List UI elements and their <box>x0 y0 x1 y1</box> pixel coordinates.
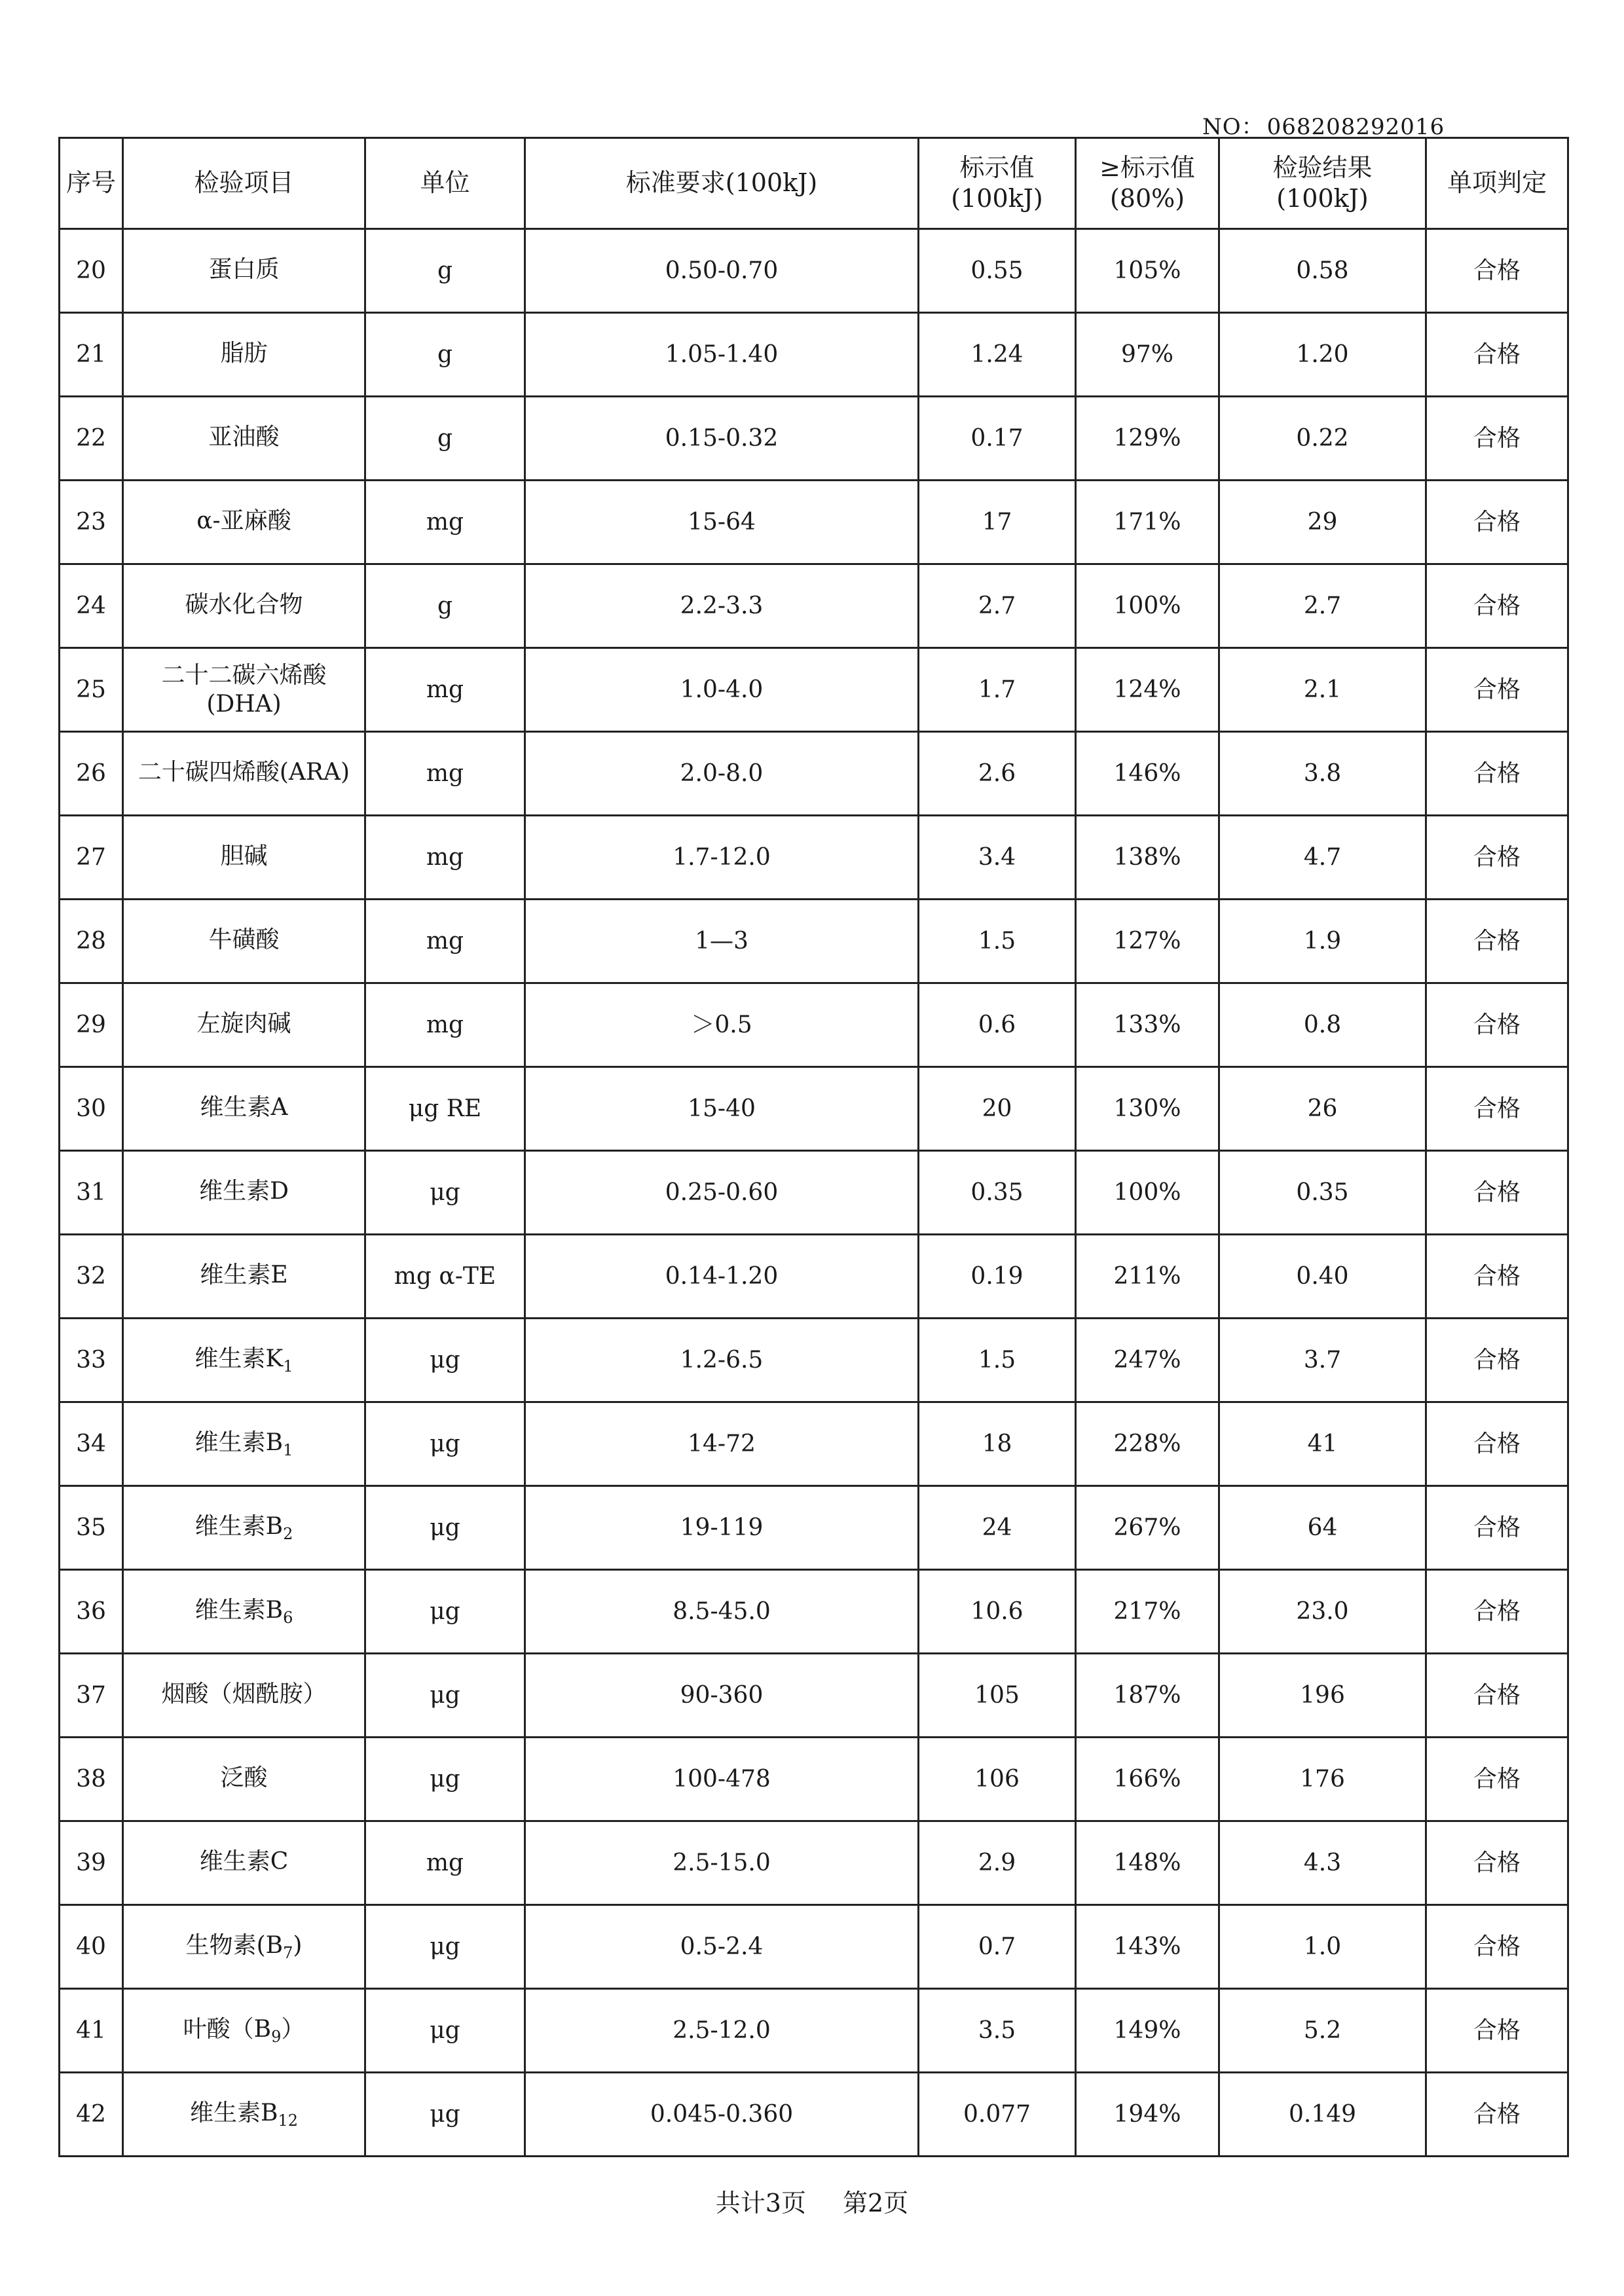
item-name: 牛磺酸 <box>208 926 280 953</box>
unit-cell: μg <box>365 1402 525 1486</box>
standard-cell: 15-40 <box>525 1067 919 1151</box>
verdict-cell: 合格 <box>1426 1821 1568 1905</box>
item-cell <box>123 1570 365 1654</box>
ratio-cell: 97% <box>1076 313 1219 397</box>
label-value-cell: 0.7 <box>919 1905 1076 1989</box>
ratio-cell: 194% <box>1076 2073 1219 2157</box>
label-value-cell: 1.24 <box>919 313 1076 397</box>
seq-cell: 29 <box>60 983 123 1067</box>
item-name: 碳水化合物 <box>185 591 303 618</box>
verdict-cell: 合格 <box>1426 1151 1568 1235</box>
header-ratio-line2: (80%) <box>1109 184 1185 213</box>
seq-cell: 32 <box>60 1235 123 1319</box>
item-name: 维生素E <box>200 1261 288 1288</box>
item-name: 胆碱 <box>220 842 268 869</box>
seq-cell: 27 <box>60 816 123 900</box>
table-header-row <box>60 138 1568 229</box>
seq-cell: 25 <box>60 648 123 732</box>
table-row <box>60 1570 1568 1654</box>
unit-cell: mg <box>365 816 525 900</box>
header-item: 检验项目 <box>123 138 365 229</box>
result-cell: 196 <box>1219 1654 1426 1738</box>
unit-cell: μg <box>365 1654 525 1738</box>
verdict-cell: 合格 <box>1426 983 1568 1067</box>
verdict-cell: 合格 <box>1426 229 1568 313</box>
verdict-cell: 合格 <box>1426 397 1568 481</box>
item-cell <box>123 1235 365 1319</box>
standard-cell: 0.14-1.20 <box>525 1235 919 1319</box>
verdict-cell: 合格 <box>1426 1989 1568 2073</box>
standard-cell: 90-360 <box>525 1654 919 1738</box>
label-value-cell: 1.5 <box>919 1319 1076 1402</box>
label-value-cell: 20 <box>919 1067 1076 1151</box>
unit-cell: μg <box>365 1905 525 1989</box>
item-name: 维生素D <box>199 1177 289 1205</box>
seq-cell: 40 <box>60 1905 123 1989</box>
standard-cell: 0.5-2.4 <box>525 1905 919 1989</box>
item-cell <box>123 648 365 732</box>
unit-cell: g <box>365 564 525 648</box>
verdict-cell: 合格 <box>1426 1067 1568 1151</box>
header-label-value-line1: 标示值 <box>959 153 1035 182</box>
unit-cell: μg RE <box>365 1067 525 1151</box>
item-name: 维生素K <box>194 1345 284 1372</box>
standard-cell: 100-478 <box>525 1738 919 1821</box>
standard-cell: 14-72 <box>525 1402 919 1486</box>
ratio-cell: 267% <box>1076 1486 1219 1570</box>
item-cell <box>123 1151 365 1235</box>
item-name: 维生素B <box>189 2099 278 2126</box>
verdict-cell: 合格 <box>1426 1402 1568 1486</box>
item-subscript: 1 <box>283 1440 293 1459</box>
header-label-value-line2: (100kJ) <box>951 184 1043 213</box>
item-cell <box>123 2073 365 2157</box>
table-row <box>60 983 1568 1067</box>
label-value-cell: 1.5 <box>919 900 1076 983</box>
item-name: 维生素C <box>199 1848 289 1875</box>
standard-cell: 0.045-0.360 <box>525 2073 919 2157</box>
item-cell <box>123 564 365 648</box>
unit-cell: g <box>365 229 525 313</box>
ratio-cell: 100% <box>1076 564 1219 648</box>
header-result <box>1219 138 1426 229</box>
ratio-cell: 148% <box>1076 1821 1219 1905</box>
item-suffix: ) <box>293 1931 303 1959</box>
seq-cell: 20 <box>60 229 123 313</box>
verdict-cell: 合格 <box>1426 1738 1568 1821</box>
unit-cell: μg <box>365 1738 525 1821</box>
seq-cell: 33 <box>60 1319 123 1402</box>
standard-cell: 0.15-0.32 <box>525 397 919 481</box>
ratio-cell: 149% <box>1076 1989 1219 2073</box>
item-name: 蛋白质 <box>208 255 280 283</box>
item-name: 生物素(B <box>185 1931 284 1959</box>
header-result-line1: 检验结果 <box>1272 153 1373 182</box>
table-row <box>60 1235 1568 1319</box>
verdict-cell: 合格 <box>1426 564 1568 648</box>
table-row <box>60 397 1568 481</box>
unit-cell: mg <box>365 481 525 564</box>
result-cell: 0.35 <box>1219 1151 1426 1235</box>
table-row <box>60 1738 1568 1821</box>
result-cell: 3.8 <box>1219 732 1426 816</box>
standard-cell: 1.7-12.0 <box>525 816 919 900</box>
table-row <box>60 1654 1568 1738</box>
item-cell <box>123 816 365 900</box>
table-row <box>60 313 1568 397</box>
header-standard: 标准要求(100kJ) <box>525 138 919 229</box>
unit-cell: μg <box>365 1319 525 1402</box>
table-row <box>60 1989 1568 2073</box>
seq-cell: 31 <box>60 1151 123 1235</box>
unit-cell: μg <box>365 1151 525 1235</box>
label-value-cell: 3.5 <box>919 1989 1076 2073</box>
result-cell: 0.149 <box>1219 2073 1426 2157</box>
current-page: 第2页 <box>843 2189 909 2217</box>
ratio-cell: 138% <box>1076 816 1219 900</box>
item-cell <box>123 900 365 983</box>
result-cell: 64 <box>1219 1486 1426 1570</box>
ratio-cell: 217% <box>1076 1570 1219 1654</box>
label-value-cell: 0.077 <box>919 2073 1076 2157</box>
item-name: 烟酸（烟酰胺） <box>161 1680 327 1707</box>
item-cell <box>123 1067 365 1151</box>
label-value-cell: 18 <box>919 1402 1076 1486</box>
seq-cell: 38 <box>60 1738 123 1821</box>
standard-cell: 1.05-1.40 <box>525 313 919 397</box>
result-cell: 26 <box>1219 1067 1426 1151</box>
label-value-cell: 2.6 <box>919 732 1076 816</box>
item-cell <box>123 732 365 816</box>
result-cell: 0.22 <box>1219 397 1426 481</box>
result-cell: 41 <box>1219 1402 1426 1486</box>
header-label-value <box>919 138 1076 229</box>
verdict-cell: 合格 <box>1426 1486 1568 1570</box>
ratio-cell: 146% <box>1076 732 1219 816</box>
result-cell: 0.58 <box>1219 229 1426 313</box>
unit-cell: mg <box>365 983 525 1067</box>
table-row <box>60 481 1568 564</box>
seq-cell: 34 <box>60 1402 123 1486</box>
item-subscript: 7 <box>283 1943 293 1962</box>
item-cell <box>123 1319 365 1402</box>
item-name: 叶酸（B <box>183 2015 272 2043</box>
ratio-cell: 130% <box>1076 1067 1219 1151</box>
table-body <box>60 229 1568 2157</box>
result-cell: 5.2 <box>1219 1989 1426 2073</box>
table-row <box>60 732 1568 816</box>
label-value-cell: 2.7 <box>919 564 1076 648</box>
table-row <box>60 564 1568 648</box>
item-cell <box>123 229 365 313</box>
label-value-cell: 0.17 <box>919 397 1076 481</box>
seq-cell: 21 <box>60 313 123 397</box>
unit-cell: g <box>365 313 525 397</box>
item-cell <box>123 1989 365 2073</box>
item-subscript: 12 <box>278 2111 298 2130</box>
result-cell: 176 <box>1219 1738 1426 1821</box>
verdict-cell: 合格 <box>1426 1654 1568 1738</box>
result-cell: 29 <box>1219 481 1426 564</box>
result-cell: 2.1 <box>1219 648 1426 732</box>
label-value-cell: 0.19 <box>919 1235 1076 1319</box>
item-cell <box>123 1486 365 1570</box>
item-name: 脂肪 <box>220 339 268 367</box>
table-row <box>60 1151 1568 1235</box>
total-pages: 共计3页 <box>715 2189 806 2217</box>
ratio-cell: 127% <box>1076 900 1219 983</box>
table-row <box>60 2073 1568 2157</box>
label-value-cell: 105 <box>919 1654 1076 1738</box>
label-value-cell: 0.35 <box>919 1151 1076 1235</box>
verdict-cell: 合格 <box>1426 648 1568 732</box>
seq-cell: 30 <box>60 1067 123 1151</box>
item-name: 左旋肉碱 <box>196 1010 291 1037</box>
header-result-line2: (100kJ) <box>1276 184 1369 213</box>
item-subscript: 1 <box>283 1357 293 1376</box>
standard-cell: 0.50-0.70 <box>525 229 919 313</box>
standard-cell: 2.2-3.3 <box>525 564 919 648</box>
table-row <box>60 1067 1568 1151</box>
standard-cell: 0.25-0.60 <box>525 1151 919 1235</box>
ratio-cell: 129% <box>1076 397 1219 481</box>
unit-cell: mg <box>365 648 525 732</box>
item-subscript: 2 <box>283 1524 293 1543</box>
seq-cell: 26 <box>60 732 123 816</box>
report-number-value: 068208292016 <box>1266 114 1445 140</box>
seq-cell: 24 <box>60 564 123 648</box>
item-name: α-亚麻酸 <box>196 507 291 534</box>
ratio-cell: 105% <box>1076 229 1219 313</box>
standard-cell: 1.0-4.0 <box>525 648 919 732</box>
unit-cell: mg <box>365 1821 525 1905</box>
verdict-cell: 合格 <box>1426 816 1568 900</box>
result-cell: 2.7 <box>1219 564 1426 648</box>
item-name: 二十碳四烯酸(ARA) <box>138 758 350 786</box>
standard-cell: 15-64 <box>525 481 919 564</box>
unit-cell: μg <box>365 1570 525 1654</box>
header-ratio-line1: ≥标示值 <box>1099 153 1195 182</box>
seq-cell: 22 <box>60 397 123 481</box>
item-name-line2: (DHA) <box>206 690 282 718</box>
standard-cell: 8.5-45.0 <box>525 1570 919 1654</box>
result-cell: 1.9 <box>1219 900 1426 983</box>
item-name: 亚油酸 <box>208 423 280 450</box>
table-row <box>60 1486 1568 1570</box>
item-name: 维生素B <box>194 1429 284 1456</box>
standard-cell: 2.5-12.0 <box>525 1989 919 2073</box>
label-value-cell: 106 <box>919 1738 1076 1821</box>
ratio-cell: 171% <box>1076 481 1219 564</box>
result-cell: 0.8 <box>1219 983 1426 1067</box>
item-cell <box>123 481 365 564</box>
unit-cell: μg <box>365 1486 525 1570</box>
label-value-cell: 0.6 <box>919 983 1076 1067</box>
item-cell <box>123 1738 365 1821</box>
ratio-cell: 228% <box>1076 1402 1219 1486</box>
seq-cell: 39 <box>60 1821 123 1905</box>
label-value-cell: 0.55 <box>919 229 1076 313</box>
item-suffix: ） <box>281 2015 305 2043</box>
verdict-cell: 合格 <box>1426 1570 1568 1654</box>
item-name: 维生素B <box>194 1596 284 1624</box>
ratio-cell: 211% <box>1076 1235 1219 1319</box>
report-number-label: NO： <box>1202 114 1264 140</box>
verdict-cell: 合格 <box>1426 1319 1568 1402</box>
item-subscript: 9 <box>271 2027 282 2046</box>
standard-cell: 2.5-15.0 <box>525 1821 919 1905</box>
item-cell <box>123 1821 365 1905</box>
header-unit: 单位 <box>365 138 525 229</box>
result-cell: 1.20 <box>1219 313 1426 397</box>
unit-cell: μg <box>365 1989 525 2073</box>
standard-cell: ＞0.5 <box>525 983 919 1067</box>
table-row <box>60 229 1568 313</box>
inspection-results-table <box>58 137 1569 2157</box>
label-value-cell: 1.7 <box>919 648 1076 732</box>
verdict-cell: 合格 <box>1426 900 1568 983</box>
result-cell: 4.3 <box>1219 1821 1426 1905</box>
seq-cell: 37 <box>60 1654 123 1738</box>
result-cell: 4.7 <box>1219 816 1426 900</box>
label-value-cell: 17 <box>919 481 1076 564</box>
verdict-cell: 合格 <box>1426 1905 1568 1989</box>
label-value-cell: 3.4 <box>919 816 1076 900</box>
result-cell: 1.0 <box>1219 1905 1426 1989</box>
header-ratio <box>1076 138 1219 229</box>
verdict-cell: 合格 <box>1426 1235 1568 1319</box>
item-name: 维生素B <box>194 1512 284 1540</box>
standard-cell: 19-119 <box>525 1486 919 1570</box>
label-value-cell: 10.6 <box>919 1570 1076 1654</box>
label-value-cell: 24 <box>919 1486 1076 1570</box>
standard-cell: 1.2-6.5 <box>525 1319 919 1402</box>
item-name: 维生素A <box>200 1093 288 1121</box>
table-row <box>60 1821 1568 1905</box>
result-cell: 23.0 <box>1219 1570 1426 1654</box>
item-cell <box>123 313 365 397</box>
result-cell: 0.40 <box>1219 1235 1426 1319</box>
seq-cell: 41 <box>60 1989 123 2073</box>
table-row <box>60 816 1568 900</box>
seq-cell: 42 <box>60 2073 123 2157</box>
seq-cell: 23 <box>60 481 123 564</box>
item-name: 二十二碳六烯酸 <box>161 662 327 689</box>
unit-cell: mg α-TE <box>365 1235 525 1319</box>
result-cell: 3.7 <box>1219 1319 1426 1402</box>
seq-cell: 28 <box>60 900 123 983</box>
unit-cell: μg <box>365 2073 525 2157</box>
unit-cell: mg <box>365 732 525 816</box>
ratio-cell: 100% <box>1076 1151 1219 1235</box>
table-row <box>60 1402 1568 1486</box>
table-row <box>60 900 1568 983</box>
seq-cell: 35 <box>60 1486 123 1570</box>
header-seq: 序号 <box>60 138 123 229</box>
ratio-cell: 247% <box>1076 1319 1219 1402</box>
label-value-cell: 2.9 <box>919 1821 1076 1905</box>
ratio-cell: 124% <box>1076 648 1219 732</box>
report-number <box>1202 109 1445 141</box>
unit-cell: mg <box>365 900 525 983</box>
ratio-cell: 133% <box>1076 983 1219 1067</box>
item-cell <box>123 397 365 481</box>
unit-cell: g <box>365 397 525 481</box>
seq-cell: 36 <box>60 1570 123 1654</box>
verdict-cell: 合格 <box>1426 481 1568 564</box>
ratio-cell: 187% <box>1076 1654 1219 1738</box>
table-row <box>60 1319 1568 1402</box>
ratio-cell: 143% <box>1076 1905 1219 1989</box>
verdict-cell: 合格 <box>1426 313 1568 397</box>
item-cell <box>123 1654 365 1738</box>
table-row <box>60 1905 1568 1989</box>
verdict-cell: 合格 <box>1426 732 1568 816</box>
ratio-cell: 166% <box>1076 1738 1219 1821</box>
item-subscript: 6 <box>283 1608 293 1627</box>
standard-cell: 2.0-8.0 <box>525 732 919 816</box>
item-cell <box>123 983 365 1067</box>
verdict-cell: 合格 <box>1426 2073 1568 2157</box>
table-row <box>60 648 1568 732</box>
item-name: 泛酸 <box>220 1764 268 1791</box>
standard-cell: 1—3 <box>525 900 919 983</box>
item-cell <box>123 1402 365 1486</box>
item-cell <box>123 1905 365 1989</box>
page-footer <box>0 2183 1624 2219</box>
header-verdict: 单项判定 <box>1426 138 1568 229</box>
